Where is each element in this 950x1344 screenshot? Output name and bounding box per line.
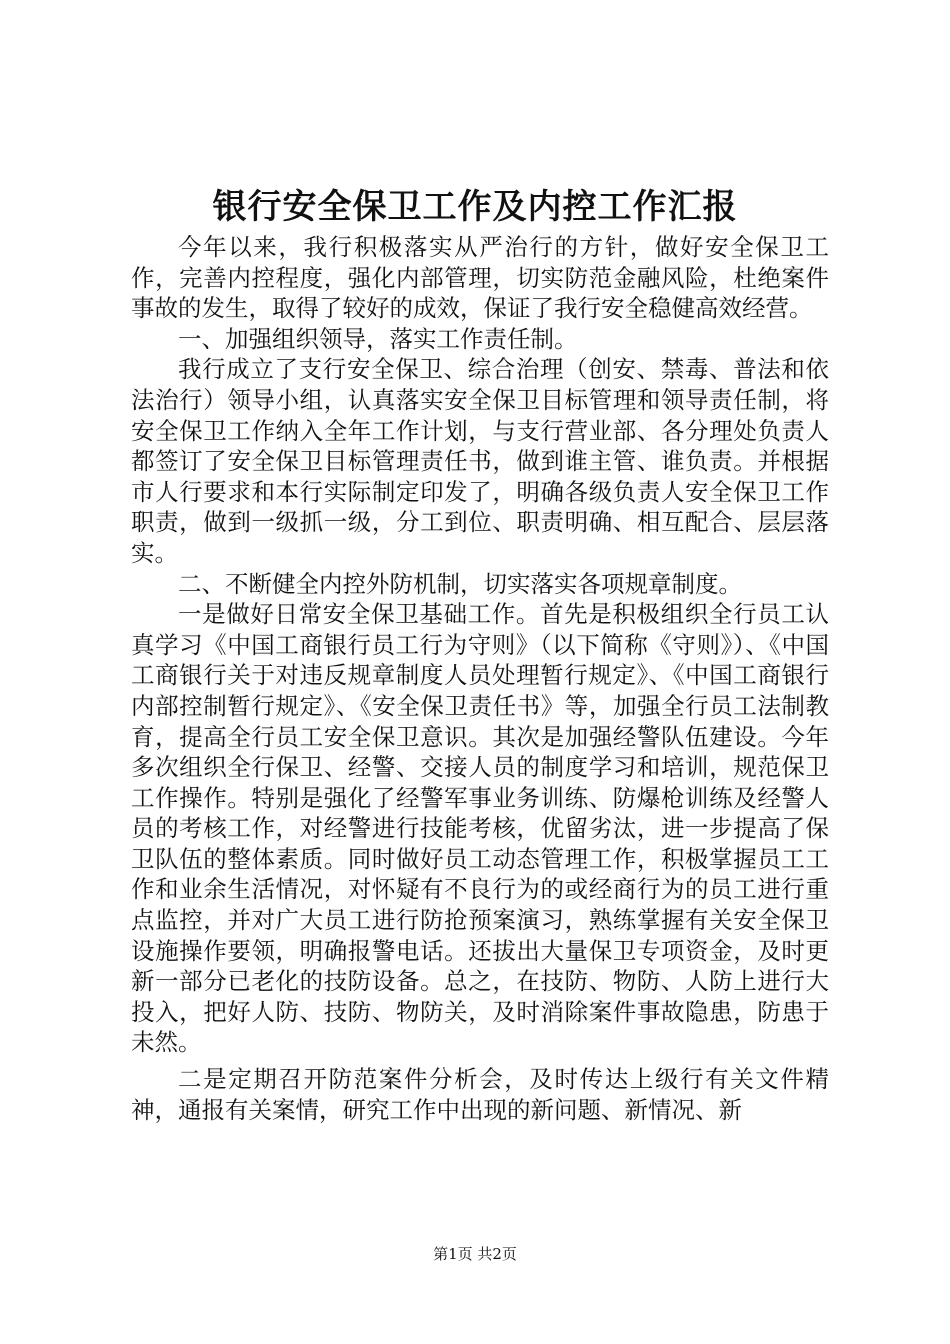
- document-title: 银行安全保卫工作及内控工作汇报: [212, 187, 738, 227]
- document-body: [131, 232, 829, 1125]
- section-heading-2: 二、不断健全内控外防机制，切实落实各项规章制度。: [178, 569, 742, 598]
- page-footer: 第1页 共2页: [433, 1245, 517, 1263]
- paragraph-intro: 今年以来，我行积极落实从严治行的方针，做好安全保卫工作，完善内控程度，强化内部管理，切实防范金融风险，杜绝案件事故的发生，取得了较好的成效，保证了我行安全稳健高效经营。: [131, 233, 829, 323]
- paragraph-section-1: 我行成立了支行安全保卫、综合治理（创安、禁毒、普法和依法治行）领导小组，认真落实安全保卫目标管理和领导责任制，将安全保卫工作纳入全年工作计划，与支行营业部、各分理处负责人都签订了安全保卫目标管理责任书，做到谁主管、谁负责。并根据市人行要求和本行实际制定印发了，明确各级负责人安全保卫工作职责，做到一级抓一级，分工到位、职责明确、相互配合、层层落实。: [131, 355, 829, 567]
- section-heading-1: 一、加强组织领导，落实工作责任制。: [178, 324, 578, 353]
- paragraph-section-2-item-2: 二是定期召开防范案件分析会，及时传达上级行有关文件精神，通报有关案情，研究工作中出现的新问题、新情况、新: [131, 1065, 829, 1124]
- paragraph-section-2-item-1: 一是做好日常安全保卫基础工作。首先是积极组织全行员工认真学习《中国工商银行员工行为守则》（以下简称《守则》）、《中国工商银行关于对违反规章制度人员处理暂行规定》、《中国工商银行内部控制暂行规定》、《安全保卫责任书》等，加强全行员工法制教育，提高全行员工安全保卫意识。其次是加强经警队伍建设。今年多次组织全行保卫、经警、交接人员的制度学习和培训，规范保卫工作操作。特别是强化了经警军事业务训练、防爆枪训练及经警人员的考核工作，对经警进行技能考核，优留劣汰，进一步提高了保卫队伍的整体素质。同时做好员工动态管理工作，积极掌握员工工作和业余生活情况，对怀疑有不良行为的或经商行为的员工进行重点监控，并对广大员工进行防抢预案演习，熟练掌握有关安全保卫设施操作要领，明确报警电话。还拔出大量保卫专项资金，及时更新一部分已老化的技防设备。总之，在技防、物防、人防上进行大投入，把好人防、技防、物防关，及时消除案件事故隐患，防患于未然。: [131, 600, 829, 1057]
